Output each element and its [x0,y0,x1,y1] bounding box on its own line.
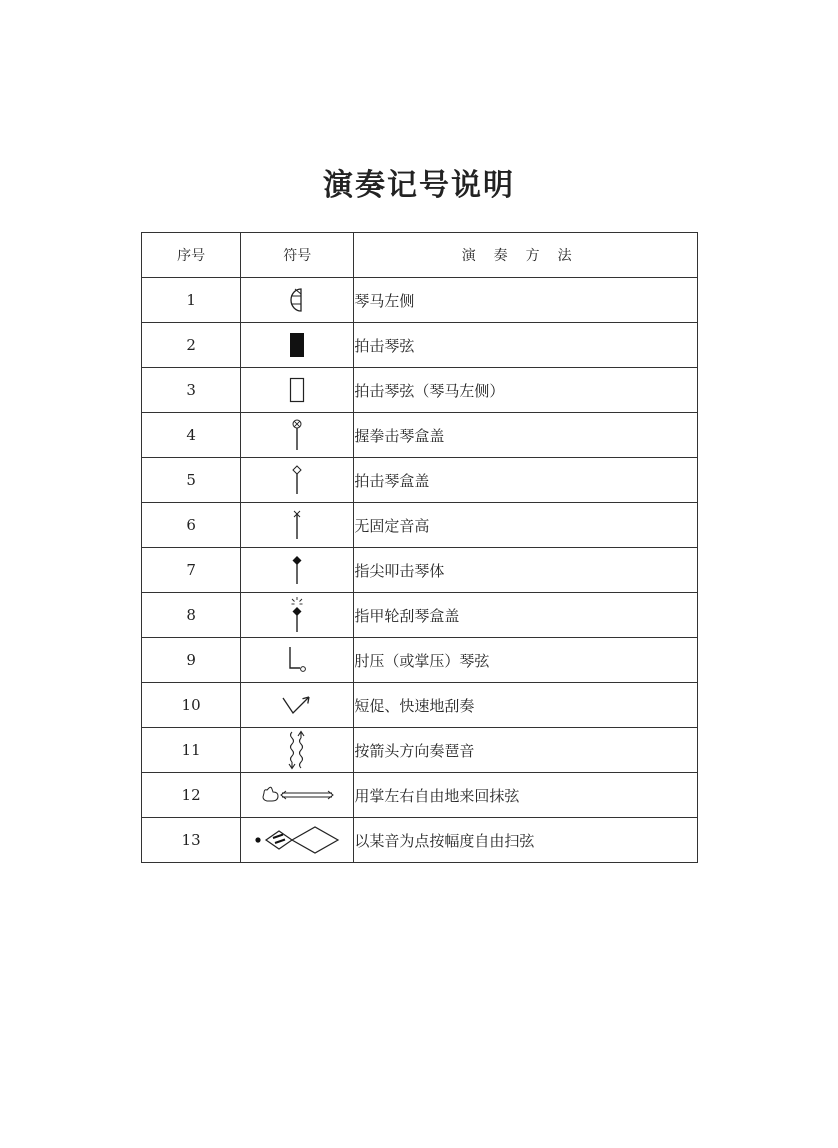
table-row [142,638,698,683]
header-method: 演奏方法 [354,233,698,278]
row-index: 2 [142,323,241,368]
row-symbol [241,458,354,503]
dot-diamonds-icon [254,826,340,854]
table-row [142,683,698,728]
hollow-rectangle-icon [289,377,305,403]
row-index: 9 [142,638,241,683]
row-method: 短促、快速地刮奏 [354,683,698,728]
row-method: 用掌左右自由地来回抹弦 [354,773,698,818]
table-row [142,458,698,503]
filled-diamond-stem-icon [290,555,304,585]
row-index: 4 [142,413,241,458]
table-row [142,728,698,773]
row-index: 13 [142,818,241,863]
row-symbol [241,593,354,638]
row-method: 拍击琴弦（琴马左侧） [354,368,698,413]
row-symbol [241,278,354,323]
row-symbol [241,323,354,368]
hollow-diamond-stem-icon [290,465,304,495]
table-row [142,548,698,593]
row-index: 10 [142,683,241,728]
row-symbol [241,548,354,593]
row-method: 以某音为点按幅度自由扫弦 [354,818,698,863]
table-row [142,818,698,863]
table-row [142,773,698,818]
row-method: 无固定音高 [354,503,698,548]
row-symbol [241,773,354,818]
row-method: 握拳击琴盒盖 [354,413,698,458]
half-circle-bridge-icon [287,286,307,314]
notation-table [141,232,698,863]
row-method: 拍击琴弦 [354,323,698,368]
table-row [142,323,698,368]
header-index: 序号 [142,233,241,278]
row-index: 7 [142,548,241,593]
header-symbol: 符号 [241,233,354,278]
sparkle-diamond-stem-icon [289,597,305,633]
row-index: 1 [142,278,241,323]
row-symbol [241,503,354,548]
table-row [142,278,698,323]
row-index: 6 [142,503,241,548]
row-method: 指尖叩击琴体 [354,548,698,593]
row-symbol [241,638,354,683]
row-symbol [241,683,354,728]
page-title: 演奏记号说明 [323,168,515,203]
row-symbol [241,728,354,773]
cross-stem-icon [290,510,304,540]
row-method: 按箭头方向奏琶音 [354,728,698,773]
row-method: 琴马左侧 [354,278,698,323]
table-row [142,413,698,458]
elbow-stem-icon [287,646,307,674]
row-index: 3 [142,368,241,413]
row-method: 肘压（或掌压）琴弦 [354,638,698,683]
table-row [142,593,698,638]
table-row [142,503,698,548]
circled-cross-stem-icon [290,419,304,451]
row-index: 5 [142,458,241,503]
row-symbol [241,818,354,863]
row-index: 12 [142,773,241,818]
row-symbol [241,368,354,413]
row-symbol [241,413,354,458]
v-arrow-icon [282,694,312,716]
filled-rectangle-icon [289,332,305,358]
table-row [142,368,698,413]
wavy-arrows-icon [285,730,309,770]
row-method: 拍击琴盒盖 [354,458,698,503]
table-header-row [142,233,698,278]
palm-double-arrow-icon [260,785,334,805]
row-index: 8 [142,593,241,638]
row-method: 指甲轮刮琴盒盖 [354,593,698,638]
row-index: 11 [142,728,241,773]
